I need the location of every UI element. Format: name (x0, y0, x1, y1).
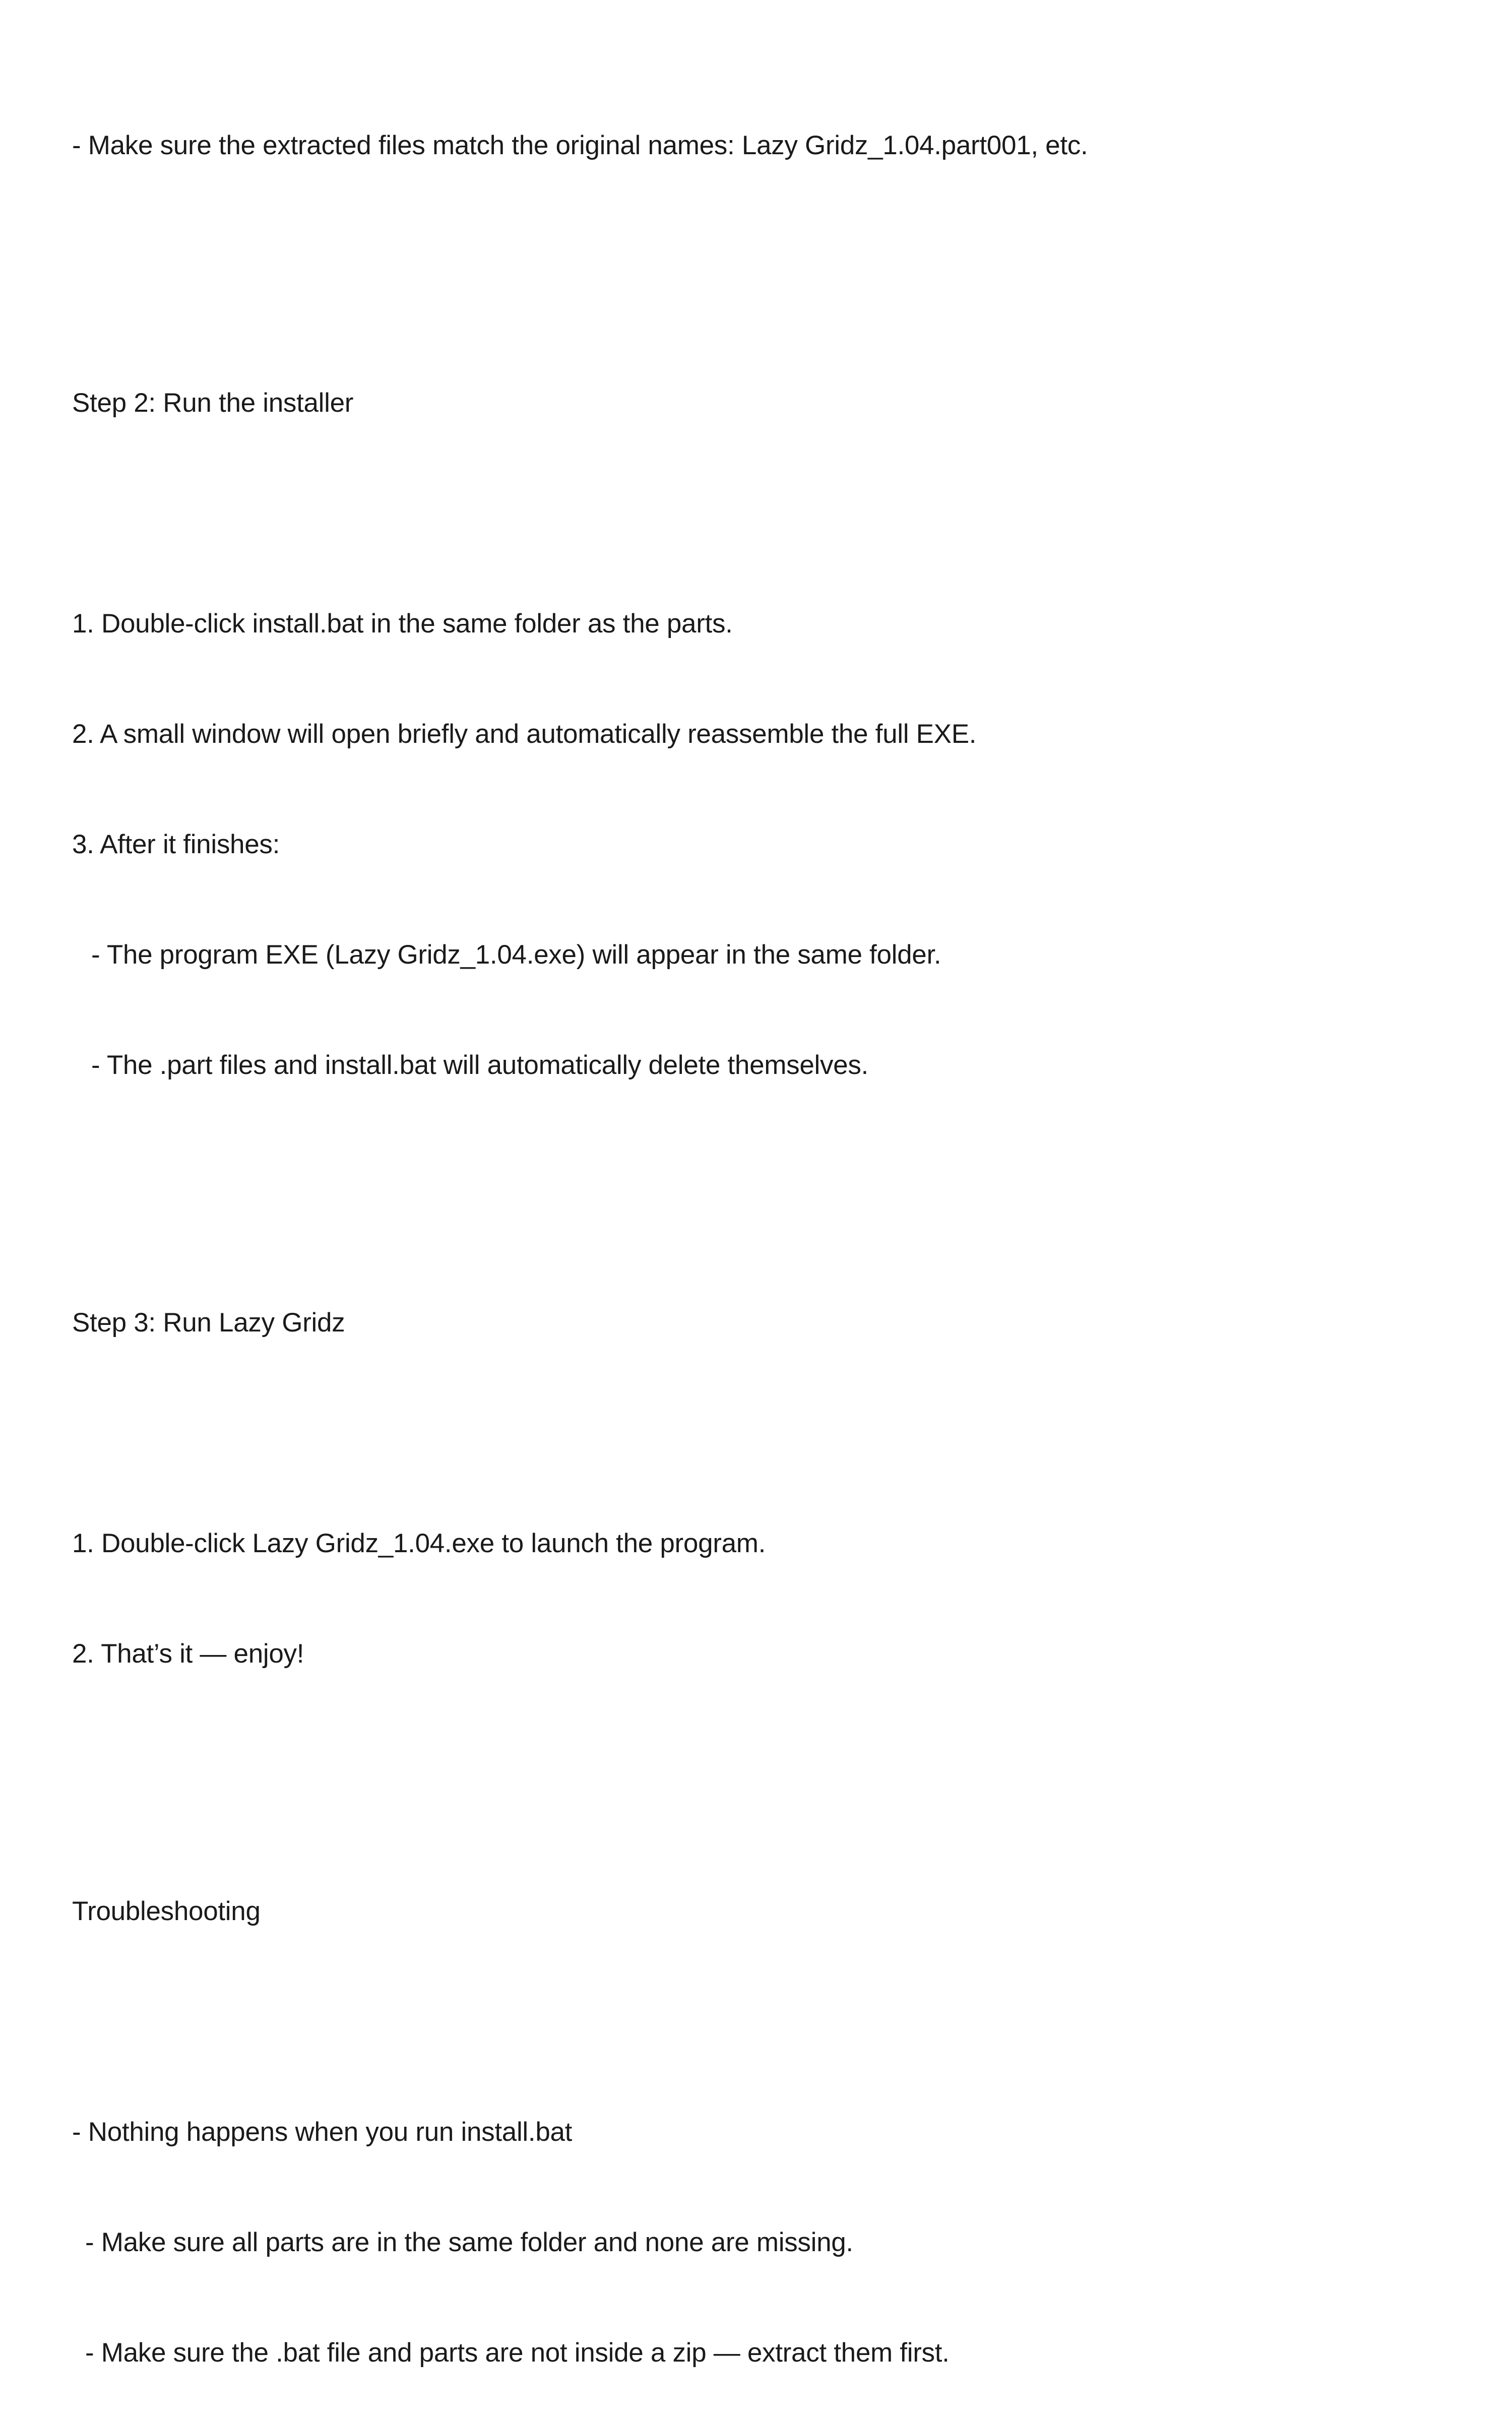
step2-heading: Step 2: Run the installer (72, 388, 354, 418)
issue-1-tip-2: - Make sure the .bat file and parts are not inside a zip — extract them first. (85, 2338, 950, 2368)
step3-item-1: 1. Double-click Lazy Gridz_1.04.exe to launch the program. (72, 1529, 766, 1558)
extracted-names-note: - Make sure the extracted files match the original names: Lazy Gridz_1.04.part001, etc. (72, 131, 1088, 160)
step3-heading: Step 3: Run Lazy Gridz (72, 1308, 345, 1338)
step2-item-1: 1. Double-click install.bat in the same folder as the parts. (72, 609, 733, 639)
step2-item-2: 2. A small window will open briefly and automatically reassemble the full EXE. (72, 719, 977, 749)
spacer (72, 495, 1483, 532)
step2-subitem-1: - The program EXE (Lazy Gridz_1.04.exe) will appear in the same folder. (91, 940, 941, 970)
spacer (72, 2003, 1483, 2040)
step2-item-3: 3. After it finishes: (72, 830, 280, 859)
spacer (72, 1157, 1483, 1194)
spacer (72, 237, 1483, 274)
spacer (72, 1746, 1483, 1783)
spacer (72, 1415, 1483, 1451)
troubleshooting-heading: Troubleshooting (72, 1896, 261, 1926)
issue-1-title: - Nothing happens when you run install.bat (72, 2117, 573, 2147)
instructions-document (72, 53, 1483, 2418)
step2-subitem-2: - The .part files and install.bat will automatically delete themselves. (91, 1050, 868, 1080)
issue-1-tip-1: - Make sure all parts are in the same folder and none are missing. (85, 2228, 853, 2257)
step3-item-2: 2. That’s it — enjoy! (72, 1639, 304, 1669)
